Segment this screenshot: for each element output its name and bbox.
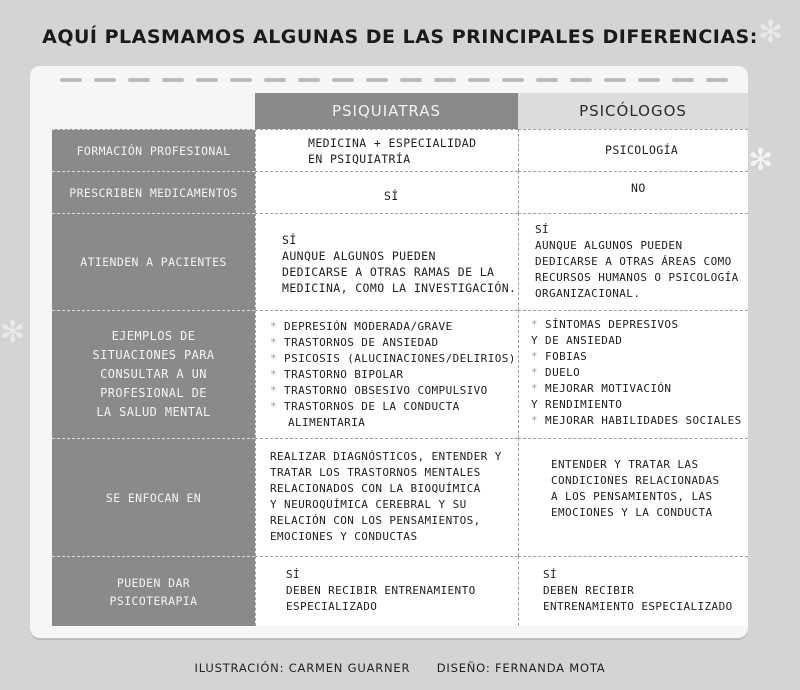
enfocan-psiquiatras	[255, 438, 518, 556]
cell-line: EMOCIONES Y LA CONDUCTA	[551, 506, 713, 519]
dash-segment	[400, 78, 422, 82]
decorative-splash-icon: ✻	[0, 315, 26, 350]
list-item: * MEJORAR HABILIDADES SOCIALES	[531, 414, 742, 427]
bullet-star-icon: *	[531, 350, 546, 363]
infographic-title: AQUÍ PLASMAMOS ALGUNAS DE LAS PRINCIPALES DIFERENCIAS:	[42, 26, 758, 48]
cell-line: ENTENDER Y TRATAR LAS	[551, 458, 699, 471]
row-label-enfocan: SE ENFOCAN EN	[52, 438, 255, 556]
list-item: Y RENDIMIENTO	[531, 398, 623, 411]
decorative-splash-icon: ✻	[748, 143, 774, 178]
dash-segment	[638, 78, 660, 82]
bullet-star-icon: *	[270, 320, 285, 333]
row-label-atienden: ATIENDEN A PACIENTES	[52, 213, 255, 310]
psicoterapia-psiquiatras	[255, 556, 518, 626]
enfocan-psicologos	[518, 438, 748, 556]
cell-line: DEBEN RECIBIR	[543, 584, 635, 597]
label-line: EJEMPLOS DE	[111, 329, 196, 343]
list-item: * PSICOSIS (ALUCINACIONES/DELIRIOS)	[270, 352, 516, 365]
cell-line: AUNQUE ALGUNOS PUEDEN	[535, 239, 683, 252]
bullet-star-icon: *	[531, 366, 546, 379]
formacion-psiquiatras	[255, 129, 518, 171]
cell-line: REALIZAR DIAGNÓSTICOS, ENTENDER Y	[270, 450, 502, 463]
dash-segment	[434, 78, 456, 82]
dash-segment	[672, 78, 694, 82]
dash-segment	[264, 78, 286, 82]
cell-line: ORGANIZACIONAL.	[535, 287, 641, 300]
cell-line: MEDICINA, COMO LA INVESTIGACIÓN.	[282, 281, 517, 295]
cell-line: ENTRENAMIENTO ESPECIALIZADO	[543, 600, 733, 613]
label-line: PUEDEN DAR	[116, 575, 191, 590]
cell-line: ESPECIALIZADO	[286, 600, 378, 613]
prescriben-psiquiatras	[255, 171, 518, 213]
cell-line: DEBEN RECIBIR ENTRENAMIENTO	[286, 584, 476, 597]
row-label-ejemplos	[52, 310, 255, 438]
cell-line: SÍ	[543, 568, 558, 581]
label-line: SITUACIONES PARA	[92, 348, 215, 362]
cell-line: DEDICARSE A OTRAS ÁREAS COMO	[535, 255, 732, 268]
list-item: * TRASTORNO OBSESIVO COMPULSIVO	[270, 384, 488, 397]
row-label-psicoterapia	[52, 556, 255, 626]
cell-line: EN PSIQUIATRÍA	[308, 152, 411, 166]
cell-line: NO	[631, 181, 646, 195]
prescriben-psicologos	[518, 171, 748, 213]
list-item: * DEPRESIÓN MODERADA/GRAVE	[270, 320, 453, 333]
cell-line: EMOCIONES Y CONDUCTAS	[270, 530, 418, 543]
bullet-star-icon: *	[531, 382, 546, 395]
label-line: CONSULTAR A UN	[100, 367, 207, 381]
atienden-psicologos	[518, 213, 748, 310]
dash-segment	[366, 78, 388, 82]
list-item: * FOBIAS	[531, 350, 588, 363]
ejemplos-psiquiatras	[255, 310, 518, 438]
bullet-star-icon: *	[531, 318, 546, 331]
list-item: * TRASTORNOS DE ANSIEDAD	[270, 336, 439, 349]
cell-line: MEDICINA + ESPECIALIDAD	[308, 136, 477, 150]
psicoterapia-psicologos	[518, 556, 748, 626]
cell-line: CONDICIONES RELACIONADAS	[551, 474, 720, 487]
dash-segment	[468, 78, 490, 82]
ejemplos-psicologos	[518, 310, 748, 438]
row-label-prescriben: PRESCRIBEN MEDICAMENTOS	[52, 171, 255, 213]
dash-segment	[230, 78, 252, 82]
cell-line: RELACIÓN CON LOS PENSAMIENTOS,	[270, 514, 481, 527]
dash-segment	[706, 78, 728, 82]
cell-line: SÍ	[535, 223, 550, 236]
dash-segment	[502, 78, 524, 82]
cell-line: SÍ	[384, 189, 399, 203]
header-psiquiatras: PSIQUIATRAS	[255, 93, 518, 129]
list-item: * TRASTORNOS DE LA CONDUCTA	[270, 400, 460, 413]
list-item: * SÍNTOMAS DEPRESIVOS	[531, 318, 679, 331]
label-line: PROFESIONAL DE	[100, 386, 207, 400]
list-item: ALIMENTARIA	[288, 416, 366, 429]
cell-line: SÍ	[286, 568, 301, 581]
bullet-star-icon: *	[270, 336, 285, 349]
credit-ilustracion: ILUSTRACIÓN: CARMEN GUARNER	[194, 661, 411, 675]
credit-diseno: DISEÑO: FERNANDA MOTA	[436, 661, 606, 675]
cell-line: AUNQUE ALGUNOS PUEDEN	[282, 249, 436, 263]
list-item: Y DE ANSIEDAD	[531, 334, 623, 347]
dash-segment	[196, 78, 218, 82]
cell-line: RELACIONADOS CON LA BIOQUÍMICA	[270, 482, 481, 495]
dash-segment	[604, 78, 626, 82]
credits	[0, 661, 800, 675]
cell-line: TRATAR LOS TRASTORNOS MENTALES	[270, 466, 481, 479]
label-line: PSICOTERAPIA	[109, 593, 198, 608]
list-item: * DUELO	[531, 366, 581, 379]
bullet-star-icon: *	[531, 414, 546, 427]
cell-line: DEDICARSE A OTRAS RAMAS DE LA	[282, 265, 495, 279]
cell-line: PSICOLOGÍA	[605, 143, 679, 157]
decorative-splash-icon: ✻	[758, 15, 784, 50]
bullet-star-icon: *	[270, 384, 285, 397]
cell-line: Y NEUROQUÍMICA CEREBRAL Y SU	[270, 498, 467, 511]
atienden-psiquiatras	[255, 213, 518, 310]
dash-segment	[60, 78, 82, 82]
label-line: LA SALUD MENTAL	[96, 405, 211, 419]
bullet-star-icon: *	[270, 400, 285, 413]
list-item: * TRASTORNO BIPOLAR	[270, 368, 404, 381]
list-item: * MEJORAR MOTIVACIÓN	[531, 382, 672, 395]
cell-line: RECURSOS HUMANOS O PSICOLOGÍA	[535, 271, 739, 284]
row-label-formacion: FORMACIÓN PROFESIONAL	[52, 129, 255, 171]
dash-segment	[332, 78, 354, 82]
header-psicologos: PSICÓLOGOS	[518, 93, 748, 129]
dash-segment	[536, 78, 558, 82]
bullet-star-icon: *	[270, 368, 285, 381]
dash-segment	[570, 78, 592, 82]
dash-segment	[162, 78, 184, 82]
formacion-psicologos	[518, 129, 748, 171]
dash-segment	[298, 78, 320, 82]
bullet-star-icon: *	[270, 352, 285, 365]
cell-line: SÍ	[282, 233, 297, 247]
dash-segment	[128, 78, 150, 82]
dash-segment	[94, 78, 116, 82]
cell-line: A LOS PENSAMIENTOS, LAS	[551, 490, 713, 503]
